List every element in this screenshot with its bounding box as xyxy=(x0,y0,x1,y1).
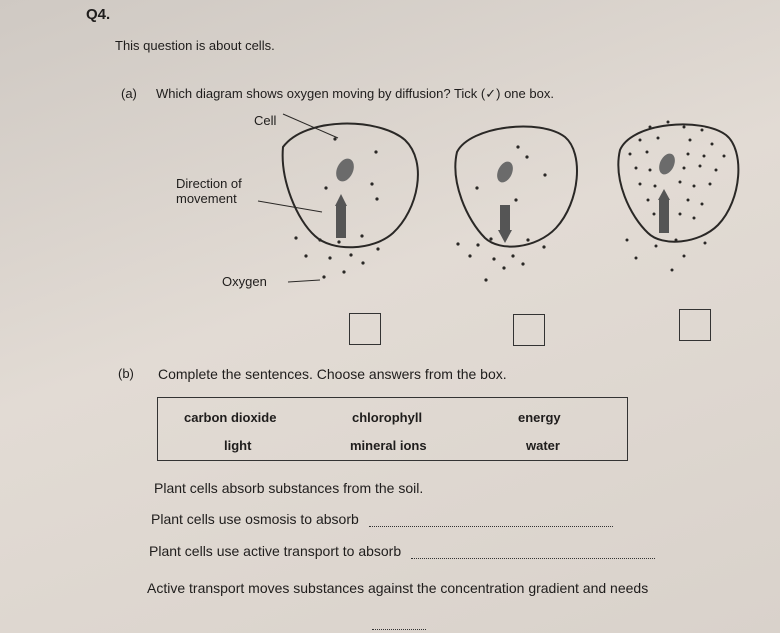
answer-blank-1[interactable] xyxy=(369,512,613,527)
arrow-shaft xyxy=(336,205,346,238)
sentence-3-text: Plant cells use active transport to absorb xyxy=(149,543,402,559)
word-option: light xyxy=(224,438,252,453)
word-option: energy xyxy=(518,410,561,425)
oxygen-label: Oxygen xyxy=(222,274,267,289)
direction-label-line1: Direction of xyxy=(176,176,242,191)
sentence-1: Plant cells absorb substances from the soil. xyxy=(154,480,424,496)
part-b-label: (b) xyxy=(118,366,134,381)
direction-label-line2: movement xyxy=(176,191,237,206)
answer-blank-2[interactable] xyxy=(411,544,655,559)
diagram-3 xyxy=(618,121,738,272)
question-number: Q4. xyxy=(86,6,111,23)
word-option: chlorophyll xyxy=(352,410,423,425)
part-a-question: Which diagram shows oxygen moving by diffusion? Tick (✓) one box. xyxy=(156,86,554,101)
nucleus xyxy=(656,151,678,177)
tick-box-1[interactable] xyxy=(349,313,381,345)
arrow-head-up xyxy=(658,189,670,200)
arrow-head-up xyxy=(335,194,347,206)
part-a-label: (a) xyxy=(121,86,137,101)
nucleus xyxy=(494,159,516,185)
word-option: mineral ions xyxy=(350,438,427,453)
sentence-3 xyxy=(149,543,655,559)
diagram-2 xyxy=(455,127,577,282)
sentence-4: Active transport moves substances against the concentration gradient and needs xyxy=(147,580,649,596)
word-box xyxy=(157,397,628,461)
arrow-shaft xyxy=(659,199,669,233)
tick-box-2[interactable] xyxy=(513,314,545,346)
question-intro: This question is about cells. xyxy=(115,38,275,53)
answer-blank-3-line xyxy=(372,612,426,630)
answer-blank-3[interactable] xyxy=(372,615,426,630)
sentence-2 xyxy=(151,511,613,527)
word-option: water xyxy=(526,438,560,453)
arrow-shaft xyxy=(500,205,510,231)
part-b-instruction: Complete the sentences. Choose answers from the box. xyxy=(158,366,507,382)
word-option: carbon dioxide xyxy=(184,410,277,425)
tick-box-3[interactable] xyxy=(679,309,711,341)
arrow-head-down xyxy=(498,230,512,243)
sentence-2-text: Plant cells use osmosis to absorb xyxy=(151,511,359,527)
nucleus xyxy=(333,156,358,185)
diagram-1 xyxy=(258,114,418,282)
cell-label: Cell xyxy=(254,113,277,128)
